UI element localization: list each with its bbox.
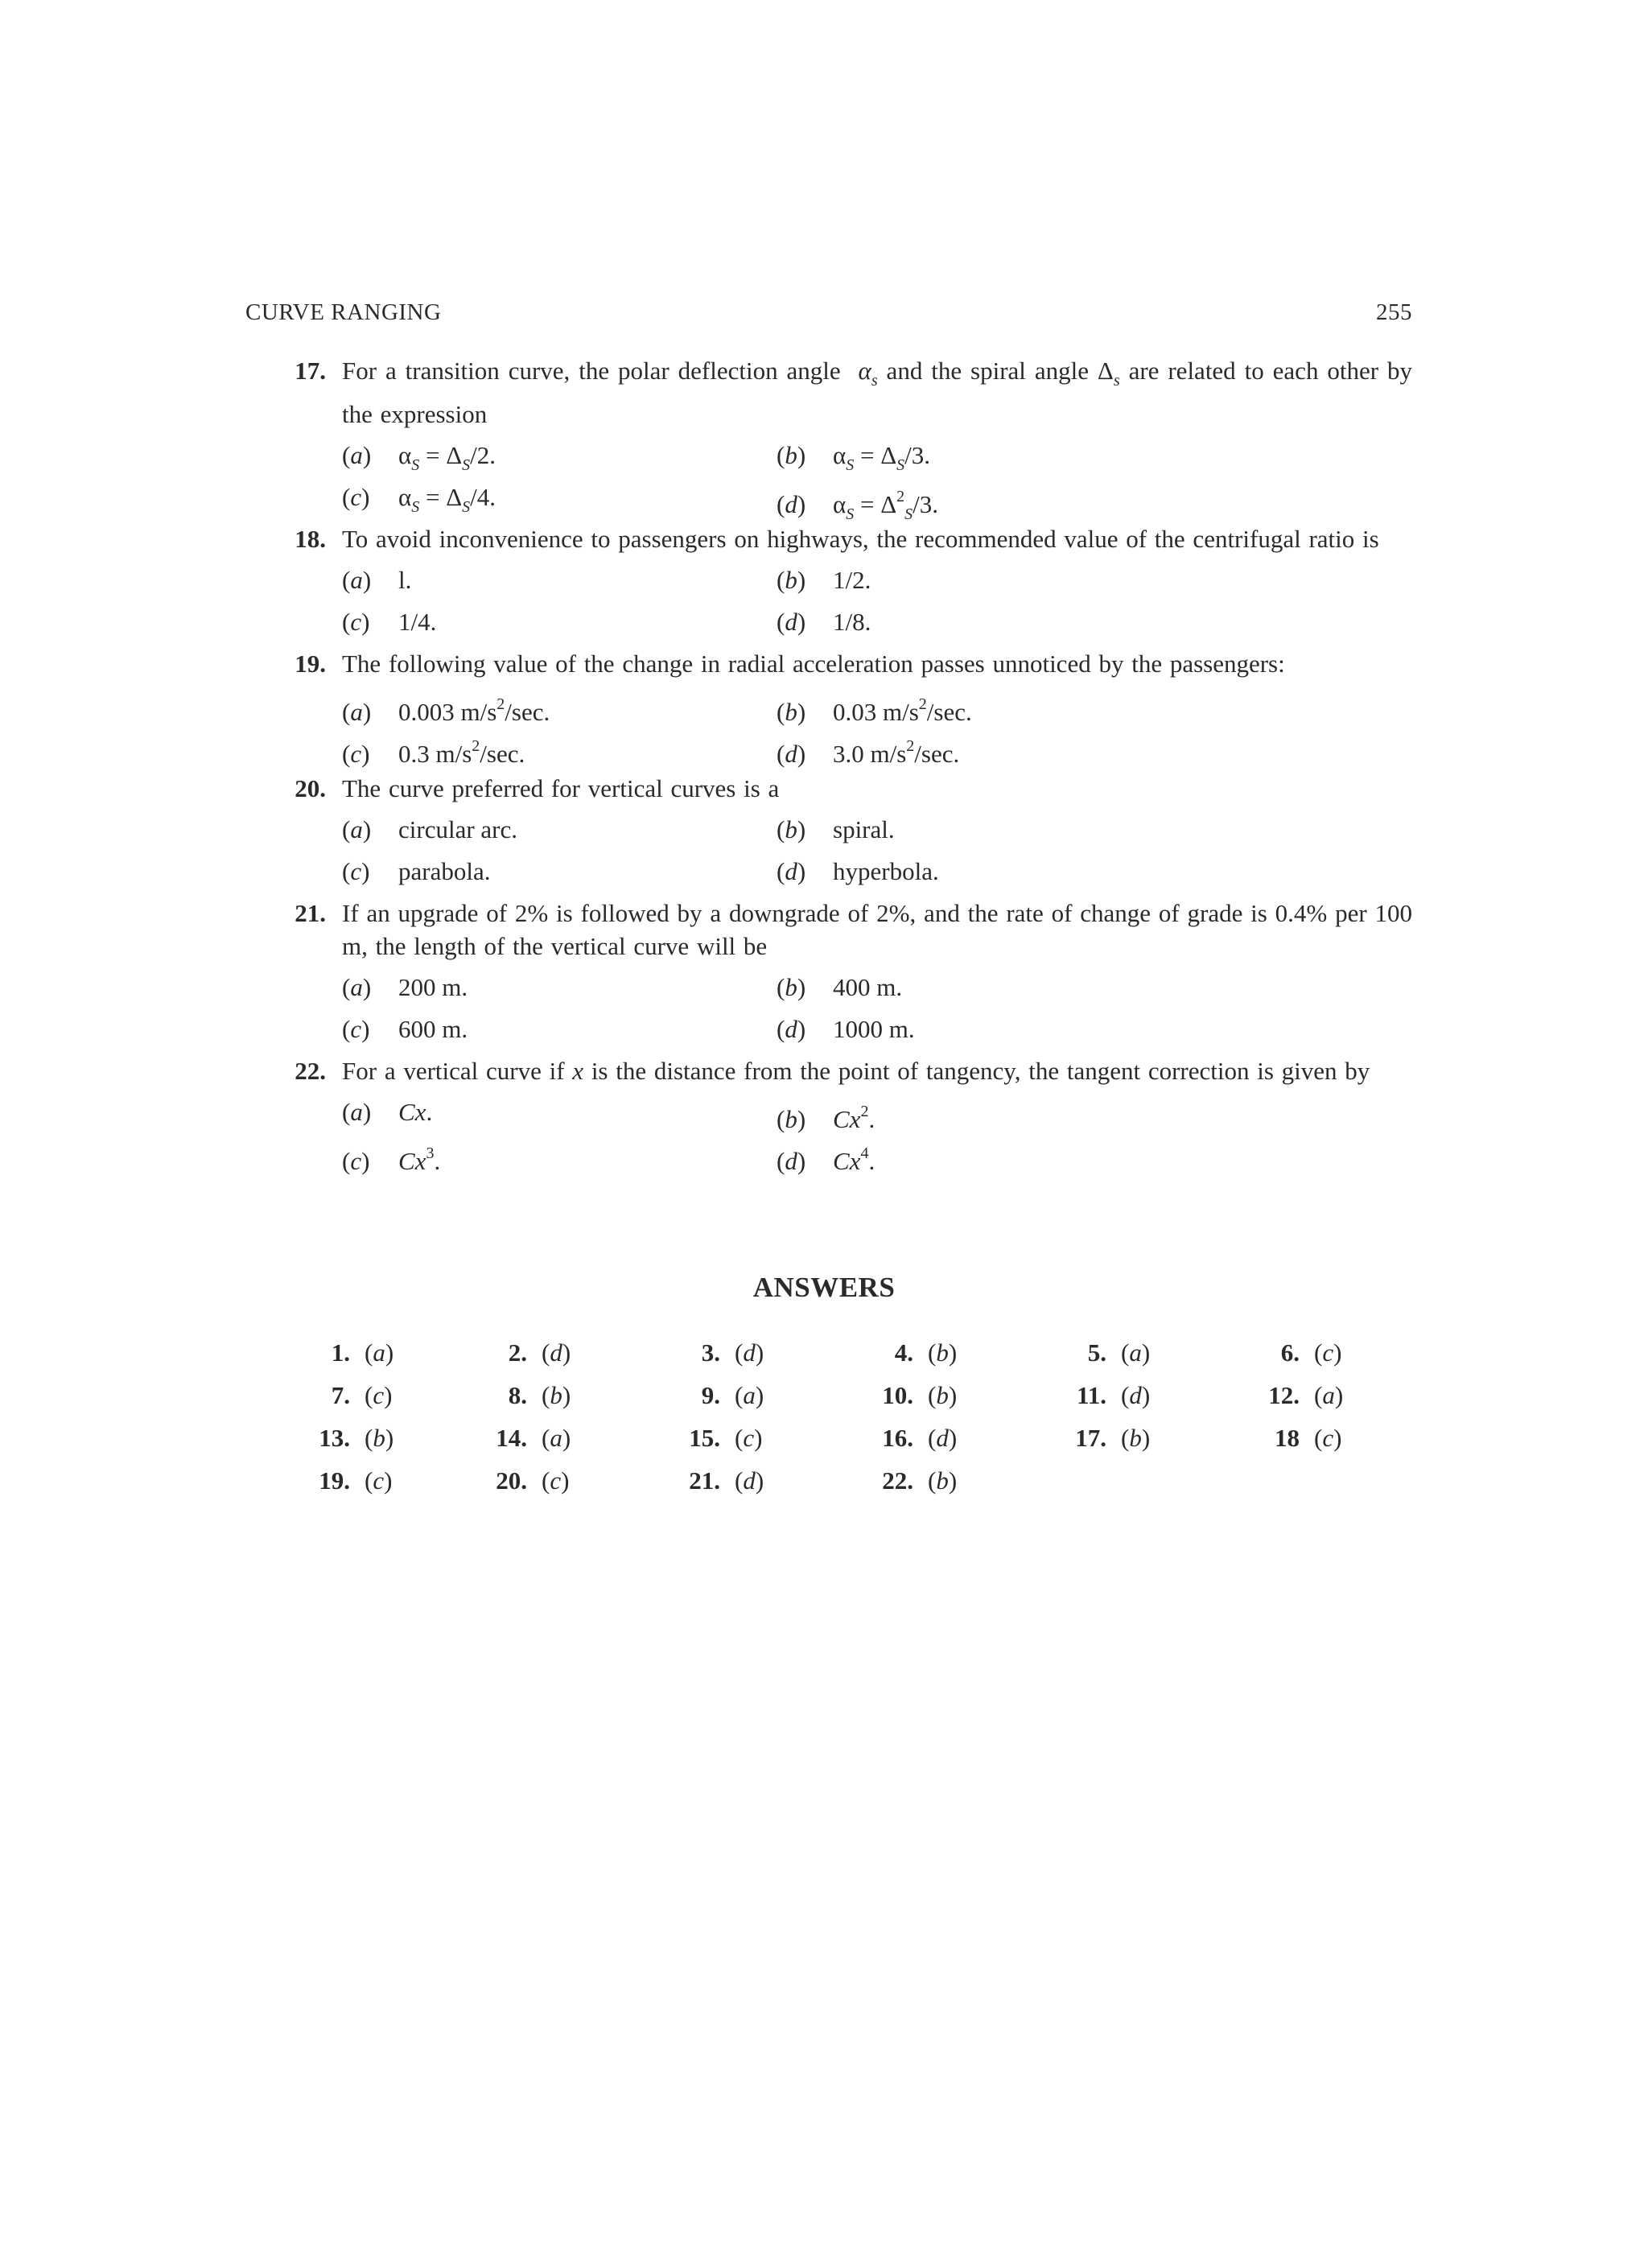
option-b	[777, 439, 1211, 472]
answer-row	[294, 1466, 1420, 1509]
answer-row	[294, 1424, 1420, 1466]
option-text: 1000 m.	[833, 1015, 915, 1043]
answer-key	[294, 1338, 1420, 1509]
option-letter: (d)	[777, 857, 806, 885]
option-b	[777, 971, 1211, 1004]
option-text: parabola.	[398, 857, 491, 885]
answer-item	[471, 1338, 632, 1371]
answer-number: 18	[1275, 1424, 1300, 1452]
option-a	[342, 439, 777, 472]
question-number: 19.	[295, 649, 326, 678]
answer-number: 4.	[894, 1338, 913, 1367]
answer-choice: (d)	[542, 1338, 571, 1367]
answer-item	[664, 1338, 825, 1371]
option-a	[342, 688, 777, 726]
answers-heading: ANSWERS	[752, 1272, 896, 1303]
option-letter: (a)	[342, 973, 372, 1001]
question	[245, 647, 1412, 768]
answer-number: 17.	[1075, 1424, 1106, 1452]
answer-number: 9.	[701, 1381, 720, 1409]
option-a	[342, 813, 777, 846]
question	[245, 897, 1412, 1045]
answer-choice: (b)	[542, 1381, 571, 1409]
question-number: 17.	[295, 357, 326, 385]
answer-number: 16.	[882, 1424, 913, 1452]
question-text: For a vertical curve if x is the distance from the point of tangency, the tangent correction is given by	[342, 1057, 1370, 1085]
answer-choice: (b)	[1121, 1424, 1151, 1452]
answer-item	[1243, 1424, 1404, 1457]
answer-number: 12.	[1268, 1381, 1300, 1409]
question-number: 18.	[295, 525, 326, 553]
answer-number: 3.	[701, 1338, 720, 1367]
option-c	[342, 1137, 777, 1175]
option-d	[777, 1137, 1211, 1175]
answer-item	[664, 1466, 825, 1499]
option-text: 1/2.	[833, 566, 871, 594]
answer-number: 21.	[689, 1466, 720, 1495]
option-letter: (c)	[342, 740, 370, 768]
answer-choice: (d)	[735, 1466, 764, 1495]
option-d	[777, 855, 1211, 888]
answer-item	[471, 1381, 632, 1414]
option-letter: (a)	[342, 1098, 372, 1126]
answer-number: 2.	[508, 1338, 527, 1367]
chapter-title: CURVE RANGING	[245, 299, 442, 325]
options	[342, 813, 1412, 888]
answer-item	[1050, 1338, 1211, 1371]
option-d	[777, 605, 1211, 638]
answer-item	[857, 1381, 1018, 1414]
option-letter: (c)	[342, 608, 370, 636]
option-c	[342, 1012, 777, 1045]
question-text: The following value of the change in radial acceleration passes unnoticed by the passengers:	[342, 649, 1285, 678]
answer-item	[1050, 1424, 1211, 1457]
answer-choice: (d)	[928, 1424, 958, 1452]
option-letter: (b)	[777, 815, 806, 843]
option-text: hyperbola.	[833, 857, 939, 885]
question-number: 22.	[295, 1057, 326, 1085]
answer-choice: (c)	[542, 1466, 570, 1495]
answer-choice: (d)	[735, 1338, 764, 1367]
answer-choice: (b)	[365, 1424, 394, 1452]
answer-item	[294, 1424, 455, 1457]
question-number: 20.	[295, 774, 326, 802]
option-letter: (c)	[342, 483, 370, 511]
question-number: 21.	[295, 899, 326, 927]
option-letter: (d)	[777, 490, 806, 518]
option-text: 1/8.	[833, 608, 871, 636]
answer-number: 13.	[319, 1424, 350, 1452]
option-letter: (a)	[342, 815, 372, 843]
option-letter: (a)	[342, 566, 372, 594]
answer-number: 11.	[1076, 1381, 1106, 1409]
option-text: Cx.	[398, 1098, 433, 1126]
answer-choice: (c)	[735, 1424, 763, 1452]
answer-choice: (a)	[735, 1381, 764, 1409]
question-list	[245, 354, 1412, 1179]
question	[245, 1054, 1412, 1175]
answer-choice: (b)	[928, 1338, 958, 1367]
option-c	[342, 480, 777, 516]
answer-row	[294, 1338, 1420, 1381]
answer-item	[294, 1338, 455, 1371]
option-letter: (b)	[777, 698, 806, 726]
answer-choice: (c)	[365, 1466, 393, 1495]
page-number: 255	[1376, 299, 1412, 325]
answer-number: 7.	[331, 1381, 350, 1409]
option-text: spiral.	[833, 815, 895, 843]
answer-item	[294, 1466, 455, 1499]
option-d	[777, 730, 1211, 768]
option-letter: (d)	[777, 608, 806, 636]
answer-choice: (d)	[1121, 1381, 1151, 1409]
option-letter: (b)	[777, 973, 806, 1001]
answer-item	[664, 1381, 825, 1414]
option-text: $\alpha_S = \Delta_S/4$.	[398, 483, 496, 516]
option-c	[342, 855, 777, 888]
option-letter: (d)	[777, 740, 806, 768]
option-b	[777, 563, 1211, 596]
option-text: Cx$^3$.	[398, 1144, 441, 1175]
answer-item	[1243, 1338, 1404, 1371]
option-letter: (a)	[342, 441, 372, 469]
option-d	[777, 1012, 1211, 1045]
option-a	[342, 971, 777, 1004]
option-b	[777, 688, 1211, 726]
option-letter: (c)	[342, 1015, 370, 1043]
answer-choice: (a)	[1314, 1381, 1344, 1409]
option-b	[777, 813, 1211, 846]
answer-number: 6.	[1280, 1338, 1300, 1367]
options	[342, 688, 1412, 768]
option-letter: (d)	[777, 1147, 806, 1175]
answer-number: 14.	[496, 1424, 527, 1452]
option-text: 200 m.	[398, 973, 468, 1001]
answer-row	[294, 1381, 1420, 1424]
option-text: 1/4.	[398, 608, 437, 636]
answer-choice: (c)	[1314, 1424, 1342, 1452]
options	[342, 1095, 1412, 1175]
answer-number: 19.	[319, 1466, 350, 1495]
answer-number: 22.	[882, 1466, 913, 1495]
answer-number: 10.	[882, 1381, 913, 1409]
answer-number: 1.	[331, 1338, 350, 1367]
option-letter: (b)	[777, 1105, 806, 1133]
answer-choice: (c)	[1314, 1338, 1342, 1367]
option-text: $\alpha_S = \Delta_S/3$.	[833, 441, 931, 474]
option-d	[777, 480, 1211, 523]
answer-choice: (b)	[928, 1466, 958, 1495]
answer-item	[857, 1424, 1018, 1457]
question	[245, 354, 1412, 523]
option-text: 400 m.	[833, 973, 903, 1001]
answer-item	[664, 1424, 825, 1457]
question-text: The curve preferred for vertical curves is a	[342, 774, 780, 802]
option-text: 600 m.	[398, 1015, 468, 1043]
option-letter: (b)	[777, 441, 806, 469]
running-head	[245, 299, 1412, 332]
answer-choice: (b)	[928, 1381, 958, 1409]
question	[245, 772, 1412, 888]
question-text: If an upgrade of 2% is followed by a downgrade of 2%, and the rate of change of grade is 0.4% per 100 m, the length of the vertical curve will be	[342, 899, 1412, 960]
answer-number: 5.	[1087, 1338, 1106, 1367]
option-text: circular arc.	[398, 815, 517, 843]
options	[342, 439, 1412, 523]
answer-choice: (a)	[1121, 1338, 1151, 1367]
answer-choice: (a)	[365, 1338, 394, 1367]
option-letter: (c)	[342, 1147, 370, 1175]
answer-number: 20.	[496, 1466, 527, 1495]
answer-choice: (a)	[542, 1424, 571, 1452]
option-text: 0.03 $m/s^2/\sec$.	[833, 695, 972, 726]
option-a	[342, 563, 777, 596]
option-text: 0.3 $m/s^2/\sec$.	[398, 737, 525, 768]
option-text: 3.0 $m/s^2/\sec$.	[833, 737, 960, 768]
option-c	[342, 605, 777, 638]
answer-item	[294, 1381, 455, 1414]
answer-item	[1050, 1381, 1211, 1414]
option-letter: (a)	[342, 698, 372, 726]
option-text: Cx$^2$.	[833, 1103, 876, 1133]
option-text: l.	[398, 566, 412, 594]
option-text: Cx$^4$.	[833, 1144, 876, 1175]
option-letter: (b)	[777, 566, 806, 594]
answer-number: 8.	[508, 1381, 527, 1409]
answer-item	[1243, 1381, 1404, 1414]
question-text: To avoid inconvenience to passengers on highways, the recommended value of the centrifugal ratio is	[342, 525, 1379, 553]
option-b	[777, 1095, 1211, 1133]
option-letter: (c)	[342, 857, 370, 885]
answer-choice: (c)	[365, 1381, 393, 1409]
option-c	[342, 730, 777, 768]
options	[342, 971, 1412, 1045]
answer-item	[857, 1338, 1018, 1371]
question-text: For a transition curve, the polar deflection angle $\alpha_s$ and the spiral angle $\Delta_s$ are related to each other by the expression	[342, 357, 1412, 428]
answer-item	[471, 1424, 632, 1457]
option-text: $\alpha_S = \Delta_S/2$.	[398, 441, 496, 474]
answer-item	[471, 1466, 632, 1499]
option-text: $\alpha_S = \Delta^2_S/3$.	[833, 488, 939, 523]
question	[245, 522, 1412, 638]
option-letter: (d)	[777, 1015, 806, 1043]
answer-item	[857, 1466, 1018, 1499]
answer-number: 15.	[689, 1424, 720, 1452]
options	[342, 563, 1412, 638]
option-text: 0.003 $m/s^2/\sec$.	[398, 695, 550, 726]
option-a	[342, 1095, 777, 1128]
